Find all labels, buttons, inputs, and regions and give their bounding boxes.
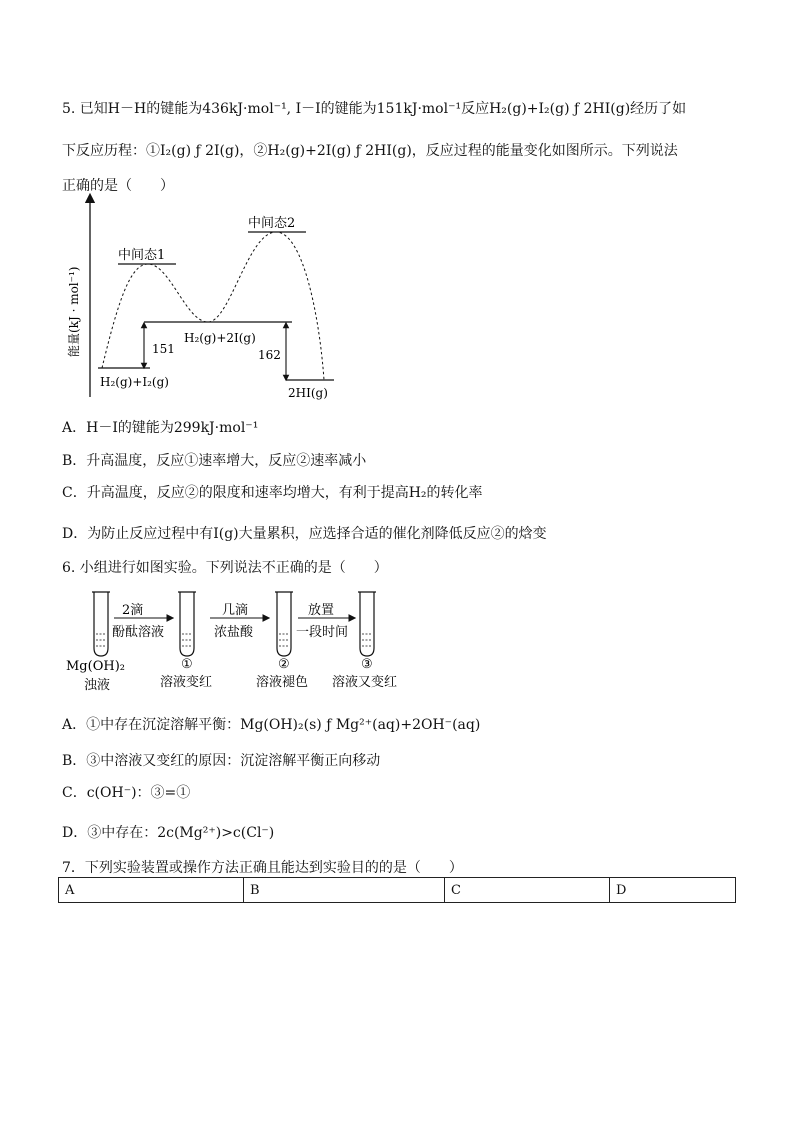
tube1-label: 溶液变红 [160,675,213,690]
label-product: 2HI(g) [288,386,328,400]
test-tube-2 [275,592,293,656]
q5-option-c: C．升高温度，反应②的限度和速率均增大，有利于提高H₂的转化率 [62,485,483,501]
table-header-a: A [59,878,244,903]
label-intermediate2: 中间态2 [248,216,296,231]
q6-stem: 6. 小组进行如图实验。下列说法不正确的是（ ） [62,560,388,576]
tube2-label: 溶液褪色 [256,675,309,690]
q5-stem-line2: 下反应历程：①I₂(g) ƒ 2I(g)，②H₂(g)+2I(g) ƒ 2HI(g)，反应过程的能量变化如图所示。下列说法 [62,143,678,159]
label-151: 151 [152,342,175,356]
tube0-label-1: Mg(OH)₂ [66,659,125,674]
test-tube-0 [92,592,110,656]
test-tube-1 [178,592,196,656]
energy-diagram [58,192,358,407]
label-intermediate1: 中间态1 [118,248,166,263]
y-axis-label: 能量(kJ · mol⁻¹) [67,266,81,357]
test-tube-diagram [62,588,422,693]
tube2-number: ② [278,657,290,672]
arrow3-bottom-label: 一段时间 [296,625,349,640]
tube3-number: ③ [361,657,373,672]
arrow2-top-label: 几滴 [222,603,249,618]
q5-option-a: A．H－I的键能为299kJ·mol⁻¹ [62,420,259,436]
test-tube-3 [358,592,376,656]
table-row [59,878,736,903]
q6-option-d: D．③中存在：2c(Mg²⁺)>c(Cl⁻) [62,825,275,841]
table-header-c: C [445,878,610,903]
q6-option-c: C．c(OH⁻)：③=① [62,785,191,801]
arrow3-top-label: 放置 [308,603,335,618]
arrow1-bottom-label: 酚酞溶液 [112,625,165,640]
q7-stem: 7．下列实验装置或操作方法正确且能达到实验目的的是（ ） [62,860,463,876]
table-header-d: D [610,878,736,903]
q6-option-b: B．③中溶液又变红的原因：沉淀溶解平衡正向移动 [62,753,381,769]
q5-option-b: B．升高温度，反应①速率增大，反应②速率减小 [62,453,367,469]
arrow2-bottom-label: 浓盐酸 [214,625,254,640]
label-162: 162 [258,348,281,362]
tube0-label-2: 浊液 [84,678,111,693]
q5-stem-line1: 5. 已知H－H的键能为436kJ·mol⁻¹, I－I的键能为151kJ·mol⁻¹反应H₂(g)+I₂(g) ƒ 2HI(g)经历了如 [62,101,687,117]
tube3-label: 溶液又变红 [332,675,398,690]
tube1-number: ① [181,657,193,672]
q7-answer-table [58,877,736,903]
arrow1-top-label: 2滴 [122,603,144,618]
q5-stem-line3: 正确的是（ ） [62,178,174,194]
label-reactants: H₂(g)+I₂(g) [100,375,169,389]
q5-option-d: D．为防止反应过程中有I(g)大量累积，应选择合适的催化剂降低反应②的焓变 [62,526,547,542]
label-mid-state: H₂(g)+2I(g) [184,331,256,345]
table-header-b: B [244,878,445,903]
q6-option-a: A．①中存在沉淀溶解平衡：Mg(OH)₂(s) ƒ Mg²⁺(aq)+2OH⁻(aq) [62,717,481,733]
